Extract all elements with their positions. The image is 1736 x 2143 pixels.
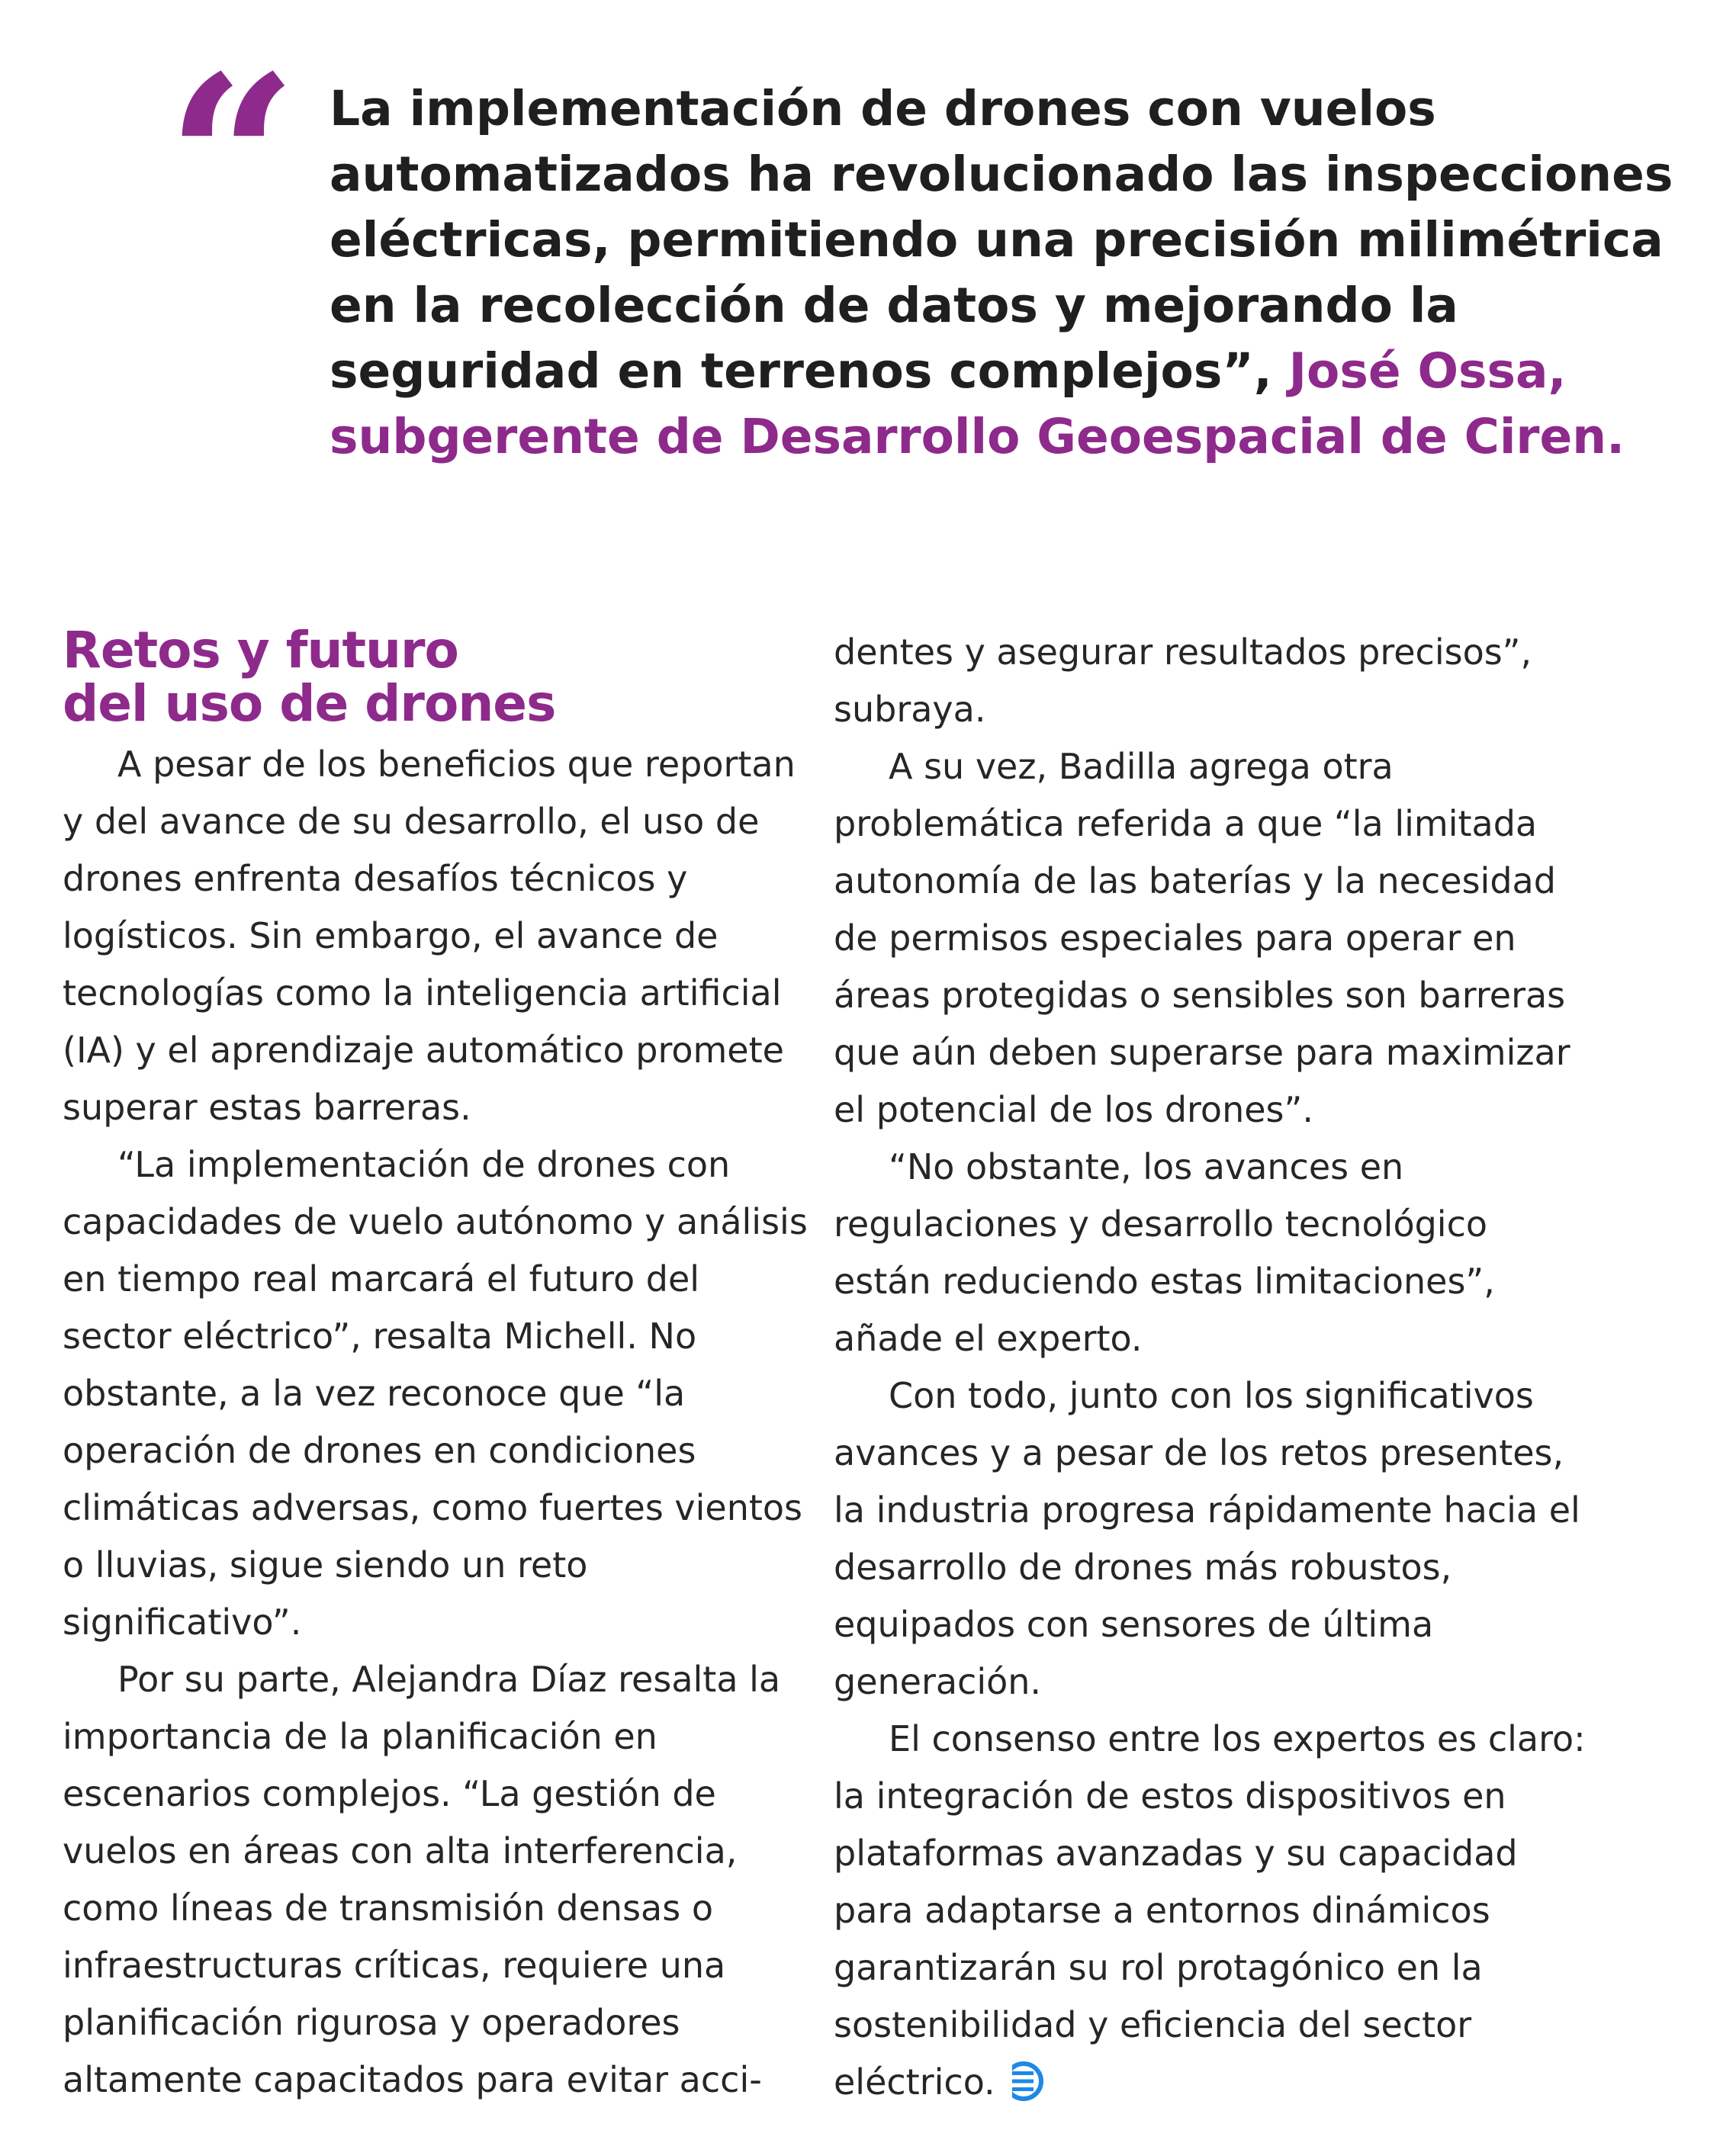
paragraph-1: A pesar de los beneficios que reportan y del avance de su desarrollo, el uso de drones enfrenta desafíos técnicos y logísticos. Sin embargo, el avance de tecnologías como la inteligencia artificial (IA) y el aprendizaje automático promete superar estas barreras. bbox=[63, 744, 796, 1128]
paragraph-6: Con todo, junto con los significativos avances y a pesar de los retos presentes, la industria progresa rápidamente hacia el desarrollo de drones más robustos, equipados con sensores de última generación. bbox=[834, 1375, 1580, 1702]
section-heading-line-1: Retos y futuro bbox=[63, 621, 458, 680]
article-column-left bbox=[63, 621, 818, 2109]
pull-quote-attribution: José Ossa, subgerente de Desarrollo Geoespacial de Ciren. bbox=[330, 343, 1625, 464]
section-heading-line-2: del uso de drones bbox=[63, 674, 556, 733]
end-of-article-logo-icon bbox=[1003, 2061, 1044, 2102]
quote-mark-icon: “ bbox=[166, 25, 283, 294]
pull-quote-text: La implementación de drones con vuelos automatizados ha revolucionado las inspecciones eléctricas, permitiendo una precisión milimétrica en la recolección de datos y mejorando la seguridad en terrenos complejos”, bbox=[330, 81, 1673, 399]
pull-quote bbox=[330, 76, 1702, 470]
paragraph-7-text: El consenso entre los expertos es claro: la integración de estos dispositivos en plataformas avanzadas y su capacidad para adaptarse a entornos dinámicos garantizarán su rol protagónico en la sostenibilidad y eficiencia del sector eléctrico. bbox=[834, 1718, 1586, 2103]
section-heading bbox=[63, 621, 818, 733]
paragraph-3: Por su parte, Alejandra Díaz resalta la importancia de la planificación en escenarios complejos. “La gestión de vuelos en áreas con alta interferencia, como líneas de transmisión densas o infraestructuras críticas, requiere una planificación rigurosa y operadores altamente capacitados para evitar acci- bbox=[63, 1659, 781, 2100]
paragraph-5: “No obstante, los avances en regulaciones y desarrollo tecnológico están reduciendo estas limitaciones”, añade el experto. bbox=[834, 1146, 1495, 1359]
paragraph-2: “La implementación de drones con capacidades de vuelo autónomo y análisis en tiempo real marcará el futuro del sector eléctrico”, resalta Michell. No obstante, a la vez reconoce que “la operación de drones en condiciones climáticas adversas, como fuertes vientos o lluvias, sigue siendo un reto significativo”. bbox=[63, 1144, 808, 1643]
paragraph-7 bbox=[834, 1711, 1589, 2111]
paragraph-4: A su vez, Badilla agrega otra problemática referida a que “la limitada autonomía de las baterías y la necesidad de permisos especiales para operar en áreas protegidas o sensibles son barreras que aún deben superarse para maximizar el potencial de los drones”. bbox=[834, 746, 1570, 1130]
article-column-right bbox=[834, 624, 1589, 2111]
paragraph-3-continuation: dentes y asegurar resultados precisos”, subraya. bbox=[834, 631, 1532, 730]
